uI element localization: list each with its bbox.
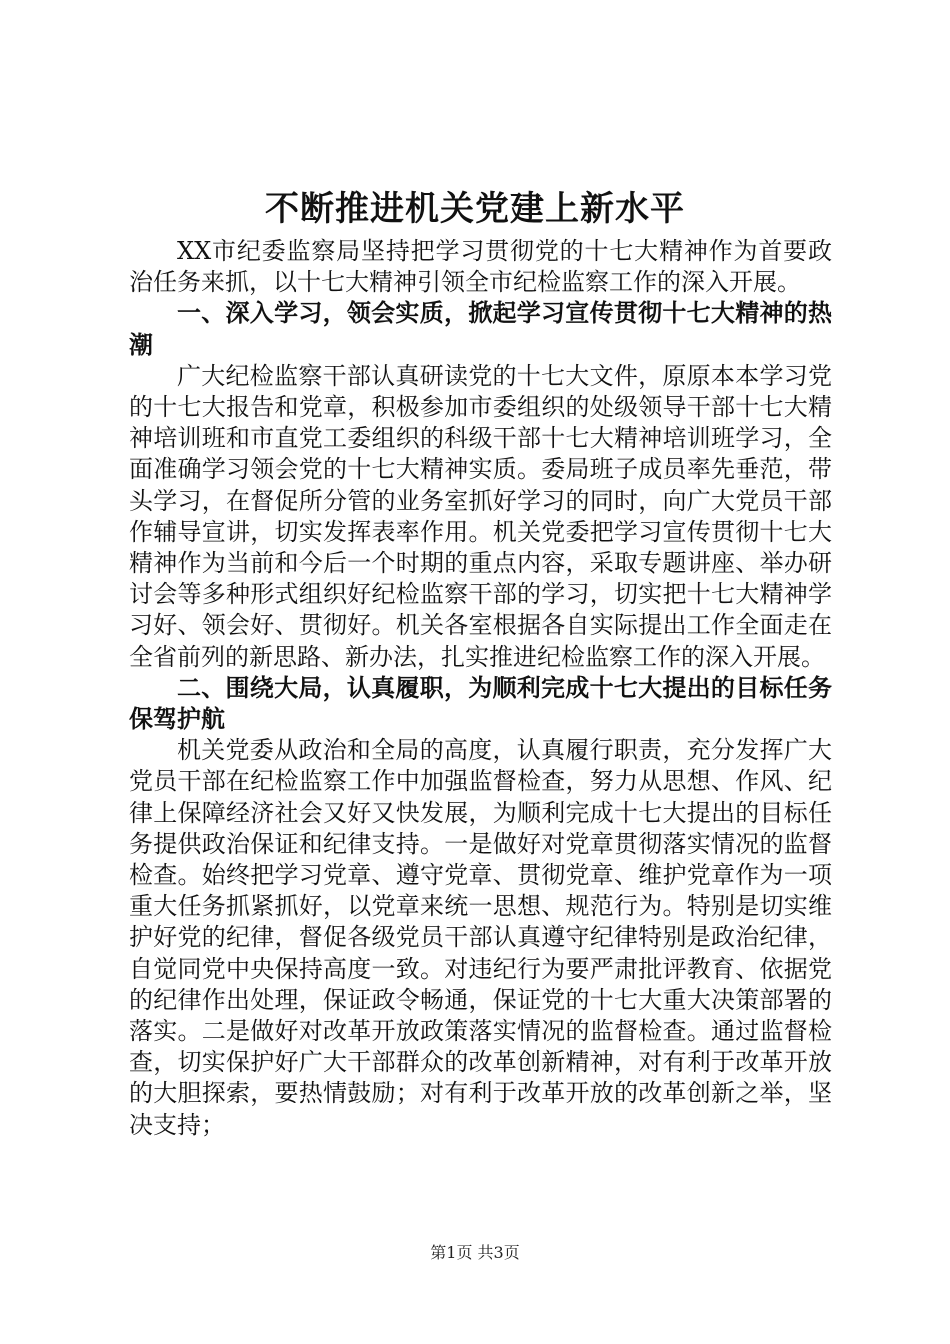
page-number-footer: 第1页 共3页 [430,1243,520,1262]
section-2-heading: 二、围绕大局，认真履职，为顺利完成十七大提出的目标任务保驾护航 [129,673,832,734]
intro-paragraph: XX市纪委监察局坚持把学习贯彻党的十七大精神作为首要政治任务来抓，以十七大精神引领全市纪检监察工作的深入开展。 [129,237,832,297]
section-1-paragraph: 广大纪检监察干部认真研读党的十七大文件，原原本本学习党的十七大报告和党章，积极参加市委组织的处级领导干部十七大精神培训班和市直党工委组织的科级干部十七大精神培训班学习，全面准确学习领会党的十七大精神实质。委局班子成员率先垂范，带头学习，在督促所分管的业务室抓好学习的同时，向广大党员干部作辅导宣讲，切实发挥表率作用。机关党委把学习宣传贯彻十七大精神作为当前和今后一个时期的重点内容，采取专题讲座、举办研讨会等多种形式组织好纪检监察干部的学习，切实把十七大精神学习好、领会好、贯彻好。机关各室根据各自实际提出工作全面走在全省前列的新思路、新办法，扎实推进纪检监察工作的深入开展。 [129,361,832,671]
section-1-heading: 一、深入学习，领会实质，掀起学习宣传贯彻十七大精神的热潮 [129,299,832,359]
document-title: 不断推进机关党建上新水平 [265,189,685,229]
section-2-paragraph: 机关党委从政治和全局的高度，认真履行职责，充分发挥广大党员干部在纪检监察工作中加强监督检查，努力从思想、作风、纪律上保障经济社会又好又快发展，为顺利完成十七大提出的目标任务提供政治保证和纪律支持。一是做好对党章贯彻落实情况的监督检查。始终把学习党章、遵守党章、贯彻党章、维护党章作为一项重大任务抓紧抓好，以党章来统一思想、规范行为。特别是切实维护好党的纪律，督促各级党员干部认真遵守纪律特别是政治纪律，自觉同党中央保持高度一致。对违纪行为要严肃批评教育、依据党的纪律作出处理，保证政令畅通，保证党的十七大重大决策部署的落实。二是做好对改革开放政策落实情况的监督检查。通过监督检查，切实保护好广大干部群众的改革创新精神，对有利于改革开放的大胆探索，要热情鼓励；对有利于改革开放的改革创新之举，坚决支持； [129,736,832,1139]
document-body [129,236,832,1141]
